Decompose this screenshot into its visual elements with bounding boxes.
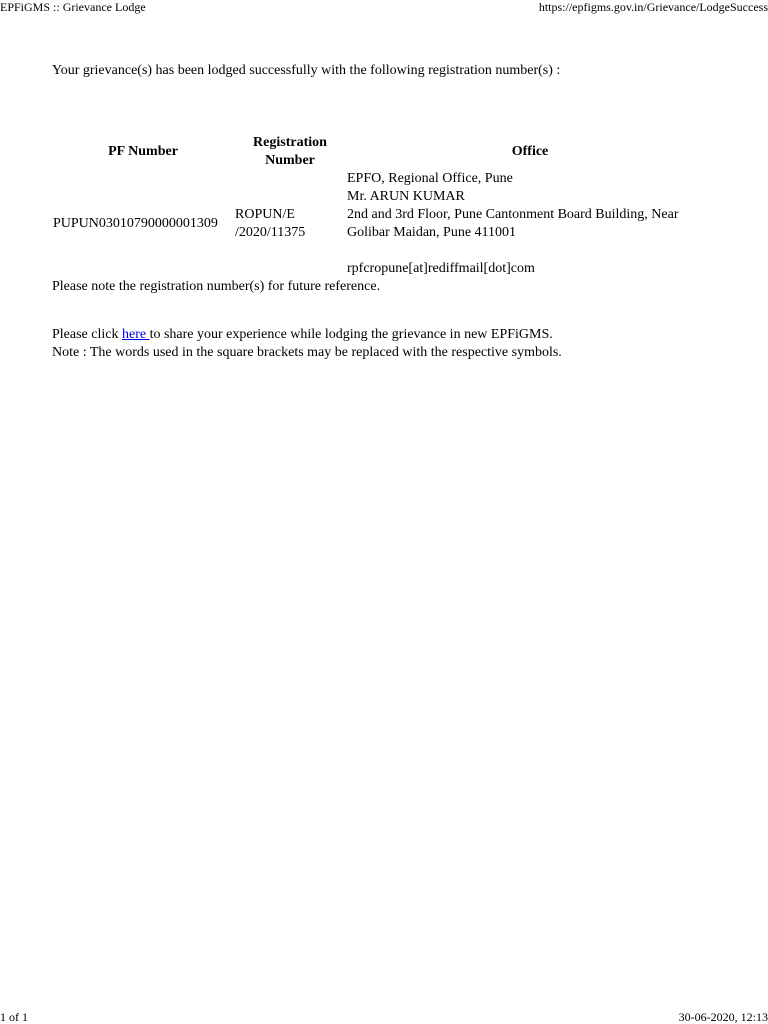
print-header-title: EPFiGMS :: Grievance Lodge [0, 0, 146, 14]
feedback-line [52, 326, 752, 344]
print-footer-datetime: 30-06-2020, 12:13 [678, 1010, 768, 1024]
registration-note: Please note the registration number(s) for future reference. [52, 279, 381, 294]
feedback-prefix: Please click [52, 327, 122, 342]
cell-registration-number [234, 170, 346, 278]
header-registration-line1: Registration [253, 135, 327, 150]
table-header-row [52, 134, 714, 170]
header-office: Office [511, 144, 549, 159]
header-pf-number: PF Number [108, 144, 178, 159]
table-row [52, 170, 714, 278]
success-message: Your grievance(s) has been lodged successfully with the following registration number(s) : [52, 63, 561, 78]
office-officer: Mr. ARUN KUMAR [347, 189, 465, 204]
here-link[interactable]: here [121, 327, 150, 342]
main-content [52, 62, 752, 362]
feedback-block [52, 326, 752, 362]
header-registration-number [234, 134, 346, 170]
office-spacer [347, 242, 713, 260]
cell-pf-number: PUPUN03010790000001309 [53, 216, 218, 231]
feedback-suffix: to share your experience while lodging the grievance in new EPFiGMS. [149, 327, 553, 342]
symbols-note: Note : The words used in the square brackets may be replaced with the respective symbols. [52, 345, 562, 360]
header-registration-line2: Number [265, 153, 315, 168]
grievance-table [52, 134, 714, 278]
office-name: EPFO, Regional Office, Pune [347, 171, 513, 186]
office-address-line2: Golibar Maidan, Pune 411001 [347, 225, 517, 240]
cell-office [346, 170, 714, 278]
office-address-line1: 2nd and 3rd Floor, Pune Cantonment Board Building, Near [347, 207, 679, 222]
registration-number-line2: /2020/11375 [235, 225, 306, 240]
registration-number-line1: ROPUN/E [235, 207, 295, 222]
print-footer-page: 1 of 1 [0, 1010, 28, 1024]
print-header-url: https://epfigms.gov.in/Grievance/LodgeSuccess [538, 0, 768, 14]
office-email: rpfcropune[at]rediffmail[dot]com [347, 261, 535, 276]
